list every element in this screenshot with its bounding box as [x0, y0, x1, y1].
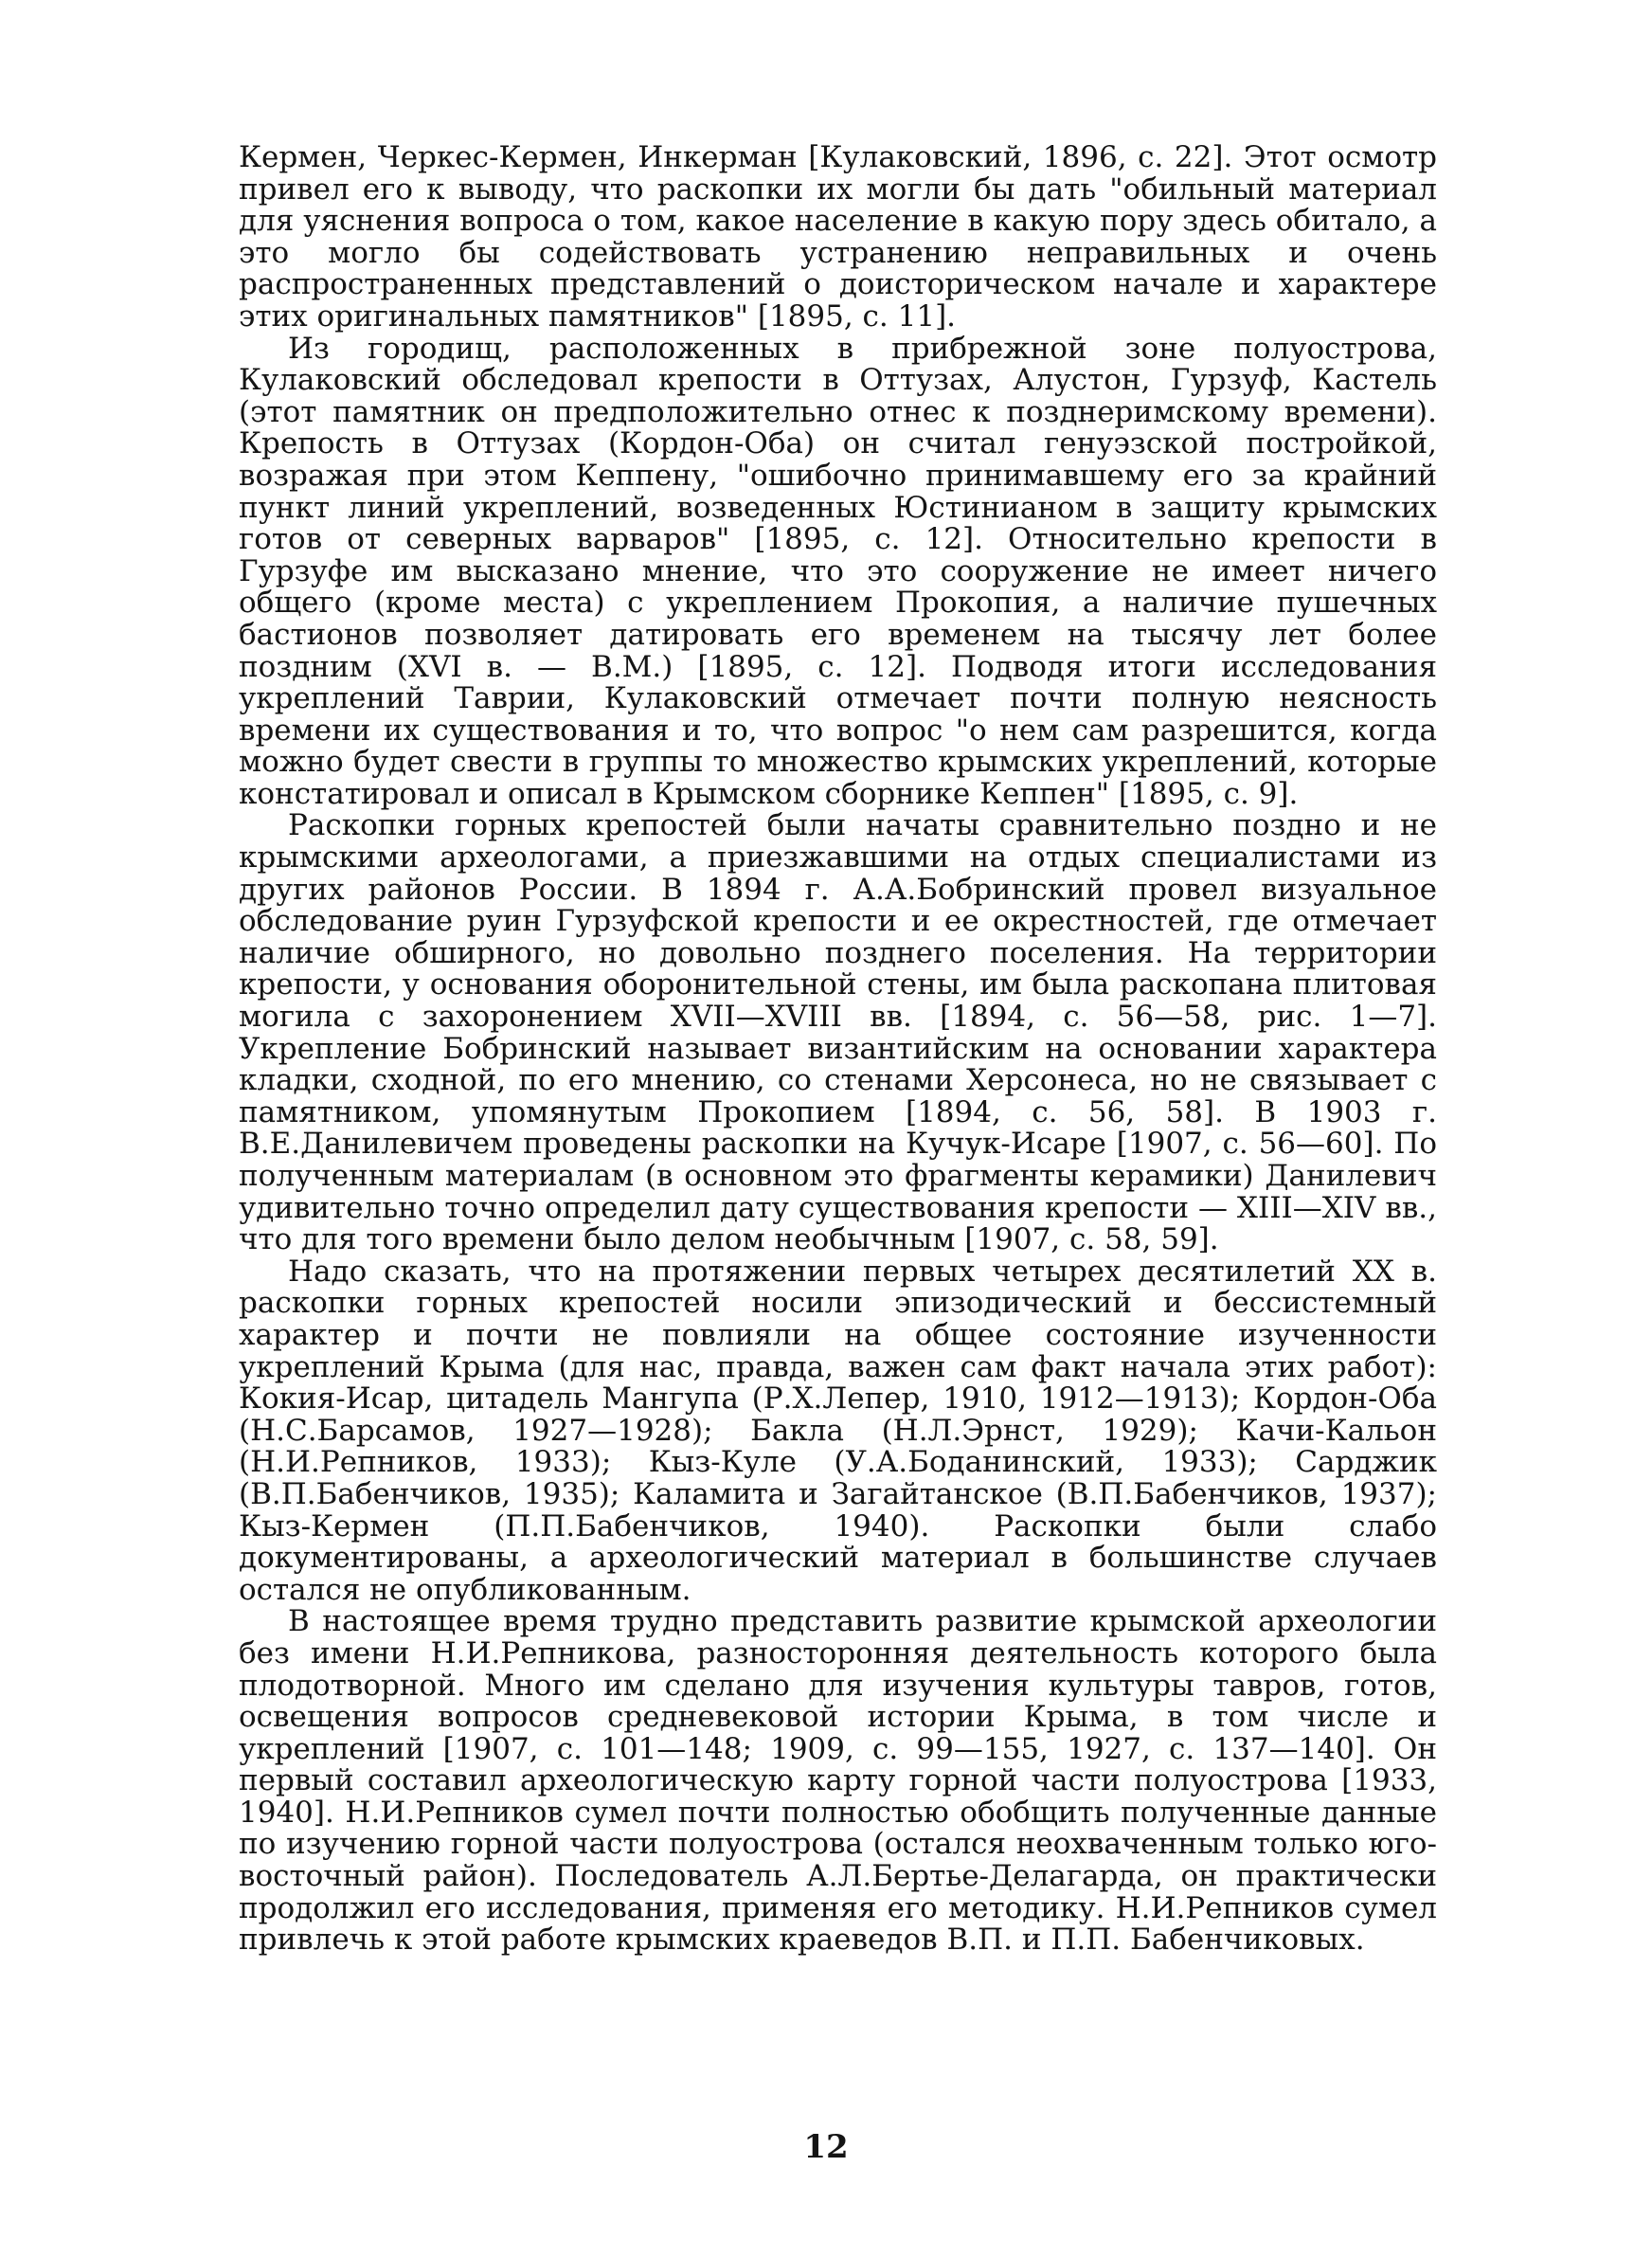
paragraph-1: Кермен, Черкес-Кермен, Инкерман [Кулаковский, 1896, с. 22]. Этот осмотр привел его к выводу, что раскопки их могли бы дать "обильный материал для уяснения вопроса о том, какое население в какую пору здесь обитало, а это могло бы содействовать устранению неправильных и очень распространенных представлений о доисторическом начале и характере этих оригинальных памятников" [1895, с. 11]. — [239, 140, 1437, 334]
paragraph-4: Надо сказать, что на протяжении первых четырех десятилетий XX в. раскопки горных крепостей носили эпизодический и бессистемный характер и почти не повлияли на общее состояние изученности укреплений Крыма (для нас, правда, важен сам факт начала этих работ): Кокия-Исар, цитадель Мангупа (Р.Х.Лепер, 1910, 1912—1913); Кордон-Оба (Н.С.Барсамов, 1927—1928); Бакла (Н.Л.Эрнст, 1929); Качи-Кальон (Н.И.Репников, 1933); Кыз-Куле (У.А.Боданинский, 1933); Сарджик (В.П.Бабенчиков, 1935); Каламита и Загайтанское (В.П.Бабенчиков, 1937); Кыз-Кермен (П.П.Бабенчиков, 1940). Раскопки были слабо документированы, а археологический материал в большинстве случаев остался не опубликованным. — [239, 1254, 1437, 1607]
body-text — [239, 142, 1437, 1957]
paragraph-3: Раскопки горных крепостей были начаты сравнительно поздно и не крымскими археологами, а приезжавшими на отдых специалистами из других районов России. В 1894 г. А.А.Бобринский провел визуальное обследование руин Гурзуфской крепости и ее окрестностей, где отмечает наличие обширного, но довольно позднего поселения. На территории крепости, у основания оборонительной стены, им была раскопана плитовая могила с захоронением XVII—XVIII вв. [1894, с. 56—58, рис. 1—7]. Укрепление Бобринский называет византийским на основании характера кладки, сходной, по его мнению, со стенами Херсонеса, но не связывает с памятником, упомянутым Прокопием [1894, с. 56, 58]. В 1903 г. В.Е.Данилевичем проведены раскопки на Кучук-Исаре [1907, с. 56—60]. По полученным материалам (в основном это фрагменты керамики) Данилевич удивительно точно определил дату существования крепости — XIII—XIV вв., что для того времени было делом необычным [1907, с. 58, 59]. — [239, 808, 1437, 1257]
paragraph-2: Из городищ, расположенных в прибрежной зоне полуострова, Кулаковский обследовал крепости в Оттузах, Алустон, Гурзуф, Кастель (этот памятник он предположительно отнес к позднеримскому времени). Крепость в Оттузах (Кордон-Оба) он считал генуэзской постройкой, возражая при этом Кеппену, "ошибочно принимавшему его за крайний пункт линий укреплений, возведенных Юстинианом в защиту крымских готов от северных варваров" [1895, с. 12]. Относительно крепости в Гурзуфе им высказано мнение, что это сооружение не имеет ничего общего (кроме места) с укреплением Прокопия, а наличие пушечных бастионов позволяет датировать его временем на тысячу лет более поздним (XVI в. — В.М.) [1895, с. 12]. Подводя итоги исследования укреплений Таврии, Кулаковский отмечает почти полную неясность времени их существования и то, что вопрос "о нем сам разрешится, когда можно будет свести в группы то множество крымских укреплений, которые констатировал и описал в Крымском сборнике Кеппен" [1895, с. 9]. — [239, 331, 1437, 811]
paragraph-5: В настоящее время трудно представить развитие крымской археологии без имени Н.И.Репникова, разносторонняя деятельность которого была плодотворной. Много им сделано для изучения культуры тавров, готов, освещения вопросов средневековой истории Крыма, в том числе и укреплений [1907, с. 101—148; 1909, с. 99—155, 1927, с. 137—140]. Он первый составил археологическую карту горной части полуострова [1933, 1940]. Н.И.Репников сумел почти полностью обобщить полученные данные по изучению горной части полуострова (остался неохваченным только юго-восточный район). Последователь А.Л.Бертье-Делагарда, он практически продолжил его исследования, применяя его методику. Н.И.Репников сумел привлечь к этой работе крымских краеведов В.П. и П.П. Бабенчиковых. — [239, 1604, 1437, 1958]
page-number: 12 — [803, 2128, 849, 2166]
